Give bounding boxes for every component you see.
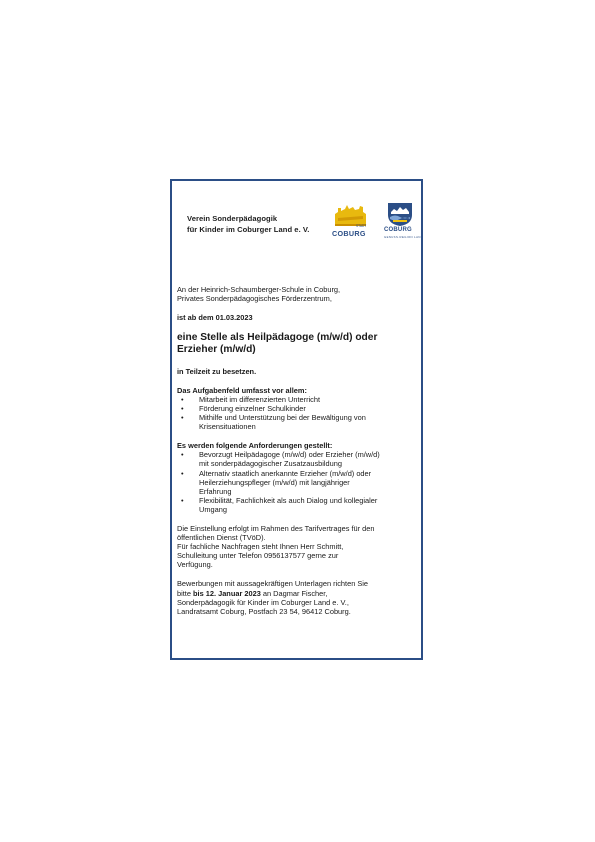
list-item-text: Bevorzugt Heilpädagoge (m/w/d) oder Erzieher (m/w/d) <box>199 450 380 460</box>
intro-line-1: An der Heinrich-Schaumberger-Schule in Coburg, <box>177 285 341 294</box>
list-item-text: Erfahrung <box>199 486 232 496</box>
county-logo-subline: GENUSS·REGION LAND <box>384 235 424 239</box>
coburg-city-logo <box>332 202 368 240</box>
list-item-text: Förderung einzelner Schulkinder <box>199 403 306 413</box>
application-line-1: Bewerbungen mit aussagekräftigen Unterlagen richten Sie <box>177 579 369 589</box>
list-item-text: Mithilfe und Unterstützung bei der Bewältigung von <box>199 413 366 423</box>
terms-line-4: Schulleitung unter Telefon 0956137577 gerne zur <box>177 551 339 561</box>
list-item <box>177 450 417 468</box>
list-item <box>177 395 417 404</box>
bullet-icon: • <box>181 394 184 404</box>
terms-line-2: öffentlichen Dienst (TVöD). <box>177 533 266 543</box>
list-item-text: Flexibilität, Fachlichkeit als auch Dialog und kollegialer <box>199 495 378 505</box>
coburg-land-crest-icon <box>382 200 418 227</box>
part-time-note: in Teilzeit zu besetzen. <box>177 366 257 376</box>
position-title-line-2: Erzieher (m/w/d) <box>177 344 256 356</box>
tasks-list <box>177 395 417 431</box>
application-line-4: Landratsamt Coburg, Postfach 23 54, 96412 Coburg. <box>177 606 351 616</box>
application-line-2 <box>177 589 417 598</box>
position-title-line-1: eine Stelle als Heilpädagoge (m/w/d) oder <box>177 332 378 344</box>
list-item-text: mit sonderpädagogischer Zusatzausbildung <box>199 459 342 469</box>
job-advertisement <box>170 179 423 660</box>
bullet-icon: • <box>181 450 184 460</box>
list-item-text: Alternativ staatlich anerkannte Erzieher (m/w/d) oder <box>199 468 372 478</box>
list-item <box>177 413 417 431</box>
intro-line-2: Privates Sonderpädagogisches Förderzentrum, <box>177 294 332 304</box>
coburg-county-logo <box>382 200 424 240</box>
bullet-icon: • <box>181 468 184 478</box>
association-name <box>187 214 309 235</box>
start-date: ist ab dem 01.03.2023 <box>177 313 253 323</box>
list-item <box>177 496 417 514</box>
terms-line-3: Für fachliche Nachfragen steht Ihnen Herr Schmitt, <box>177 542 344 552</box>
list-item-text: Krisensituationen <box>199 422 256 432</box>
list-item <box>177 404 417 413</box>
list-item-text: Umgang <box>199 504 227 514</box>
city-logo-wordmark: COBURG <box>332 229 366 238</box>
application-deadline: bis 12. Januar 2023 <box>193 588 261 598</box>
bullet-icon: • <box>181 413 184 423</box>
list-item-text: Heilerziehungspfleger (m/w/d) mit langjähriger <box>199 477 350 487</box>
ad-body <box>177 285 417 616</box>
list-item <box>177 469 417 496</box>
county-logo-wordmark: COBURG <box>384 227 412 233</box>
list-item-text: Mitarbeit im differenzierten Unterricht <box>199 394 321 404</box>
association-name-line-2: für Kinder im Coburger Land e. V. <box>187 224 310 234</box>
requirements-list <box>177 450 417 514</box>
tasks-heading: Das Aufgabenfeld umfasst vor allem: <box>177 385 307 395</box>
bullet-icon: • <box>181 495 184 505</box>
city-logo-small-text: STADT <box>356 224 367 228</box>
bullet-icon: • <box>181 403 184 413</box>
requirements-heading: Es werden folgende Anforderungen gestellt: <box>177 441 333 451</box>
application-line-3: Sonderpädagogik für Kinder im Coburger Land e. V., <box>177 597 349 607</box>
terms-line-1: Die Einstellung erfolgt im Rahmen des Tarifvertrages für den <box>177 524 375 533</box>
application-line-2-start: bitte <box>177 588 194 598</box>
application-line-2-end: an Dagmar Fischer, <box>260 588 328 598</box>
association-name-line-1: Verein Sonderpädagogik <box>187 214 278 223</box>
terms-line-5: Verfügung. <box>177 560 213 570</box>
